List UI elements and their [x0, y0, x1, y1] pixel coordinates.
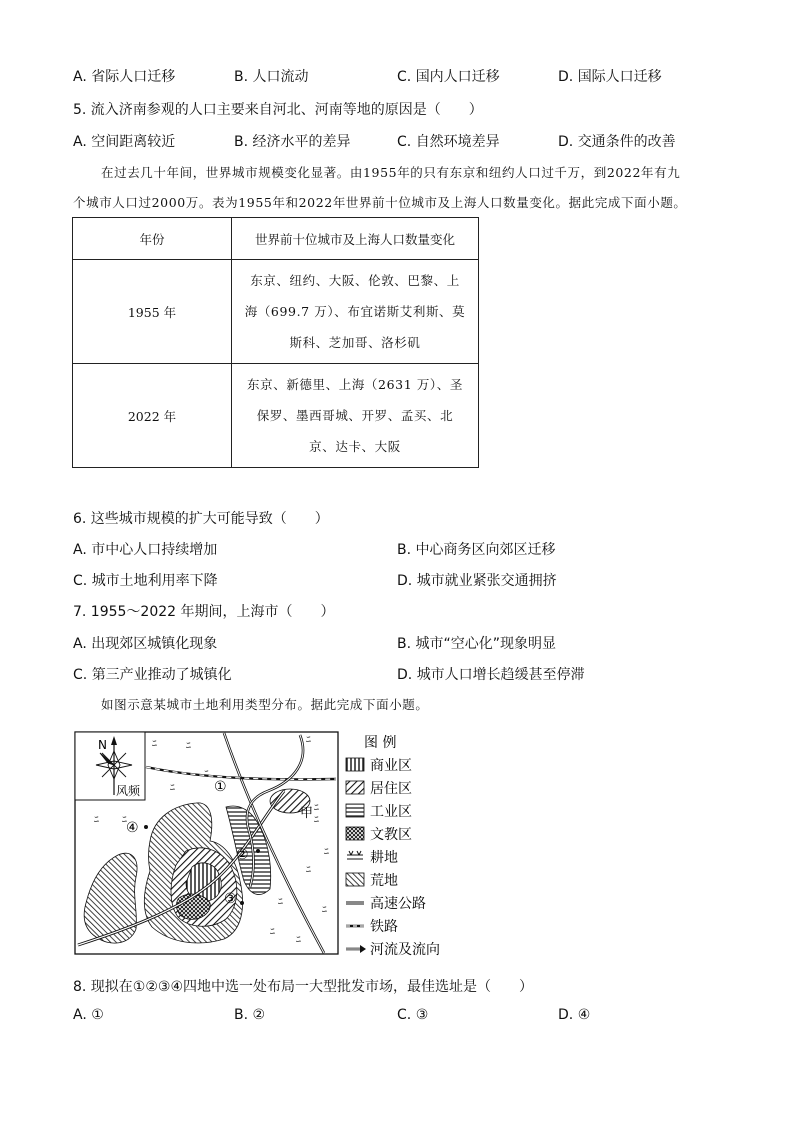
svg-text:ﾆ: ﾆ	[296, 935, 301, 946]
legend-residential: 居住区	[370, 781, 412, 797]
north-label: N	[98, 738, 107, 752]
site-4-label: ④	[126, 820, 139, 836]
legend-highway: 高速公路	[370, 896, 426, 912]
legend-farmland-swatch	[347, 851, 363, 859]
passage2: 如图示意某城市土地利用类型分布。据此完成下面小题。	[101, 697, 429, 712]
row-year: 1955 年	[73, 260, 232, 364]
svg-text:ﾆ: ﾆ	[278, 897, 283, 908]
q5-option-c: C. 自然环境差异	[397, 134, 500, 150]
q7-stem: 7. 1955～2022 年期间，上海市（ ）	[73, 604, 335, 620]
row-cities	[232, 260, 479, 364]
svg-text:ﾆ: ﾆ	[314, 803, 319, 814]
q6-option-b: B. 中心商务区向郊区迁移	[397, 542, 556, 558]
legend-industrial-swatch	[346, 804, 364, 817]
compass-box	[75, 732, 145, 800]
q7-option-c: C. 第三产业推动了城镇化	[73, 667, 232, 683]
land-use-map	[74, 731, 446, 957]
map-legend	[346, 735, 440, 957]
q6-option-a: A. 市中心人口持续增加	[73, 542, 218, 558]
table-header-row	[73, 218, 479, 260]
row-cities-line: 东京、新德里、上海（2631 万）、圣	[247, 377, 463, 392]
svg-text:ﾆ: ﾆ	[94, 815, 99, 826]
q7-option-b: B. 城市“空心化”现象明显	[397, 636, 557, 652]
row-cities-line: 东京、纽约、大阪、伦敦、巴黎、上	[250, 273, 460, 288]
row-cities	[232, 364, 479, 468]
q4-option-d: D. 国际人口迁移	[558, 69, 662, 85]
q8-option-b: B. ②	[234, 1007, 266, 1023]
row-cities-line: 海（699.7 万）、布宜诺斯艾利斯、莫	[244, 304, 466, 319]
q5-stem: 5. 流入济南参观的人口主要来自河北、河南等地的原因是（ ）	[73, 102, 483, 118]
svg-text:ﾆ: ﾆ	[152, 739, 157, 750]
svg-text:ﾆ: ﾆ	[322, 905, 327, 916]
legend-river-swatch	[346, 945, 366, 953]
legend-commercial-swatch	[346, 758, 364, 771]
jia-label: 甲	[300, 806, 314, 821]
row-cities-line: 保罗、墨西哥城、开罗、孟买、北	[256, 408, 454, 423]
svg-text:ﾆ: ﾆ	[204, 769, 209, 780]
site-3-label: ③	[224, 891, 237, 907]
q4-option-b: B. 人口流动	[234, 69, 309, 85]
passage1-line2: 个城市人口过2000万。表为1955年和2022年世界前十位城市及上海人口数量变化。据此完成下面小题。	[73, 195, 687, 210]
header-year: 年份	[73, 218, 232, 260]
table-row	[73, 260, 479, 364]
header-change: 世界前十位城市及上海人口数量变化	[232, 218, 479, 260]
q8-option-a: A. ①	[73, 1007, 104, 1023]
legend-education-swatch	[346, 827, 364, 840]
svg-text:ﾆ: ﾆ	[324, 847, 329, 858]
row-cities-line: 斯科、芝加哥、洛杉矶	[289, 335, 421, 350]
legend-wasteland-swatch	[346, 873, 364, 886]
legend-commercial: 商业区	[370, 758, 412, 774]
svg-text:ﾆ: ﾆ	[314, 815, 319, 826]
svg-text:ﾆ: ﾆ	[186, 741, 191, 752]
q8-stem: 8. 现拟在①②③④四地中选一处布局一大型批发市场，最佳选址是（ ）	[73, 979, 534, 995]
q5-option-a: A. 空间距离较近	[73, 134, 176, 150]
passage1-line1: 在过去几十年间，世界城市规模变化显著。由1955年的只有东京和纽约人口过千万，到2022年有九	[101, 165, 681, 180]
q4-option-c: C. 国内人口迁移	[397, 69, 500, 85]
legend-farmland: 耕地	[370, 850, 398, 866]
population-table	[72, 217, 479, 468]
site-2-dot	[256, 849, 260, 853]
q8-option-d: D. ④	[558, 1007, 591, 1023]
q5-option-b: B. 经济水平的差异	[234, 134, 351, 150]
svg-text:ﾆ: ﾆ	[270, 927, 275, 938]
q6-option-d: D. 城市就业紧张交通拥挤	[397, 573, 557, 589]
q7-option-d: D. 城市人口增长趋缓甚至停滞	[397, 667, 585, 683]
row-year: 2022 年	[73, 364, 232, 468]
svg-text:ﾆ: ﾆ	[170, 783, 175, 794]
svg-text:ﾆ: ﾆ	[122, 815, 127, 826]
q8-option-c: C. ③	[397, 1007, 429, 1023]
legend-railway: 铁路	[370, 919, 398, 935]
wind-rose-label: 风频	[116, 784, 141, 798]
q6-stem: 6. 这些城市规模的扩大可能导致（ ）	[73, 511, 329, 527]
svg-text:ﾆ: ﾆ	[306, 735, 311, 746]
legend-river: 河流及流向	[370, 942, 440, 957]
q4-option-a: A. 省际人口迁移	[73, 69, 176, 85]
legend-wasteland: 荒地	[370, 873, 398, 889]
legend-industrial: 工业区	[370, 804, 412, 820]
legend-education: 文教区	[370, 827, 412, 843]
site-2-label: ②	[236, 847, 249, 863]
legend-residential-swatch	[346, 781, 364, 794]
legend-title: 图 例	[364, 735, 397, 751]
q6-option-c: C. 城市土地利用率下降	[73, 573, 218, 589]
q7-option-a: A. 出现郊区城镇化现象	[73, 636, 218, 652]
site-3-dot	[240, 901, 244, 905]
table-row	[73, 364, 479, 468]
site-1-label: ①	[214, 779, 227, 795]
site-4-dot	[144, 825, 148, 829]
row-cities-line: 京、达卡、大阪	[309, 439, 401, 454]
q5-option-d: D. 交通条件的改善	[558, 134, 676, 150]
svg-text:ﾆ: ﾆ	[306, 865, 311, 876]
